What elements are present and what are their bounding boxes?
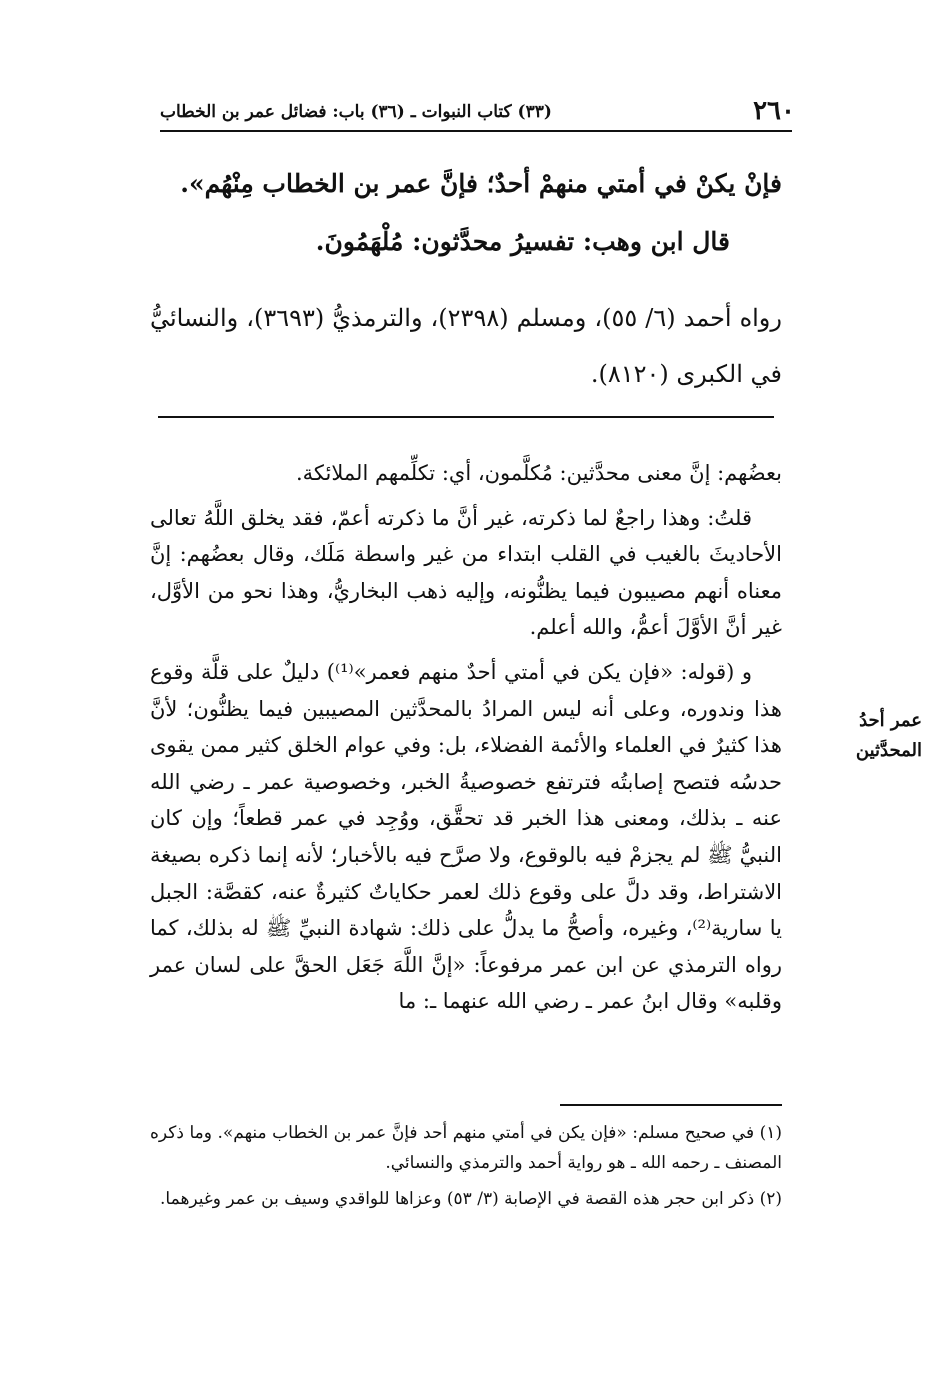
running-title: (٣٣) كتاب النبوات ـ (٣٦) باب: فضائل عمر بن الخطاب bbox=[160, 102, 552, 122]
footnote: (١) في صحيح مسلم: «فإن يكن في أمتي منهم أحد فإنَّ عمر بن الخطاب منهم». وما ذكره المصنف ـ رحمه الله ـ هو رواية أحمد والترمذي والنسائي. bbox=[150, 1123, 782, 1173]
commentary-paragraph: قلتُ: وهذا راجعٌ لما ذكرته، غير أنَّ ما ذكرته أعمّ، فقد يخلق اللَّهُ تعالى الأحاديثَ بالغيب في القلب ابتداء من غير واسطة مَلَك، وقال بعضُهم: إنَّ معناه أنهم مصيبون فيما يظنُّونه، وإليه ذهب البخاريُّ، وهذا نحو من الأوَّل، غير أنَّ الأوَّلَ أعمُّ، والله أعلم. bbox=[150, 505, 782, 640]
footnotes-block bbox=[150, 1118, 782, 1220]
header-rule bbox=[160, 130, 792, 132]
commentary-paragraph: بعضُهم: إنَّ معنى محدَّثين: مُكلَّمون، أي: تكلِّمهم الملائكة. bbox=[296, 461, 782, 485]
section-separator-rule bbox=[158, 416, 774, 418]
footnote-rule bbox=[560, 1104, 782, 1106]
commentary-block bbox=[150, 455, 782, 1028]
hadith-matn-line: فإنْ يكنْ في أمتي منهمْ أحدٌ؛ فإنَّ عمر بن الخطاب مِنْهُم». bbox=[180, 169, 782, 198]
commentary-paragraph: و (قوله: «فإن يكن في أمتي أحدٌ منهم فعمر»⁽¹⁾) دليلٌ على قلَّة وقوع هذا وندوره، وعلى أنه ليس المرادُ بالمحدَّثين المصيبين فيما يظنُّون؛ لأنَّ هذا كثيرٌ في العلماء والأئمة الفضلاء، بل: وفي عوام الخلق كثير ممن يقوى حدسُه فتصح إصابتُه فترتفع خصوصيةُ الخبر، وخصوصية عمر ـ رضي الله عنه ـ بذلك، ومعنى هذا الخبر قد تحقَّق، ووُجِد في عمر قطعاً؛ وإن كان النبيُّ ﷺ لم يجزمْ فيه بالوقوع، ولا صرَّح فيه بالأخبار؛ لأنه إنما ذكره بصيغة الاشتراط، وقد دلَّ على وقوع ذلك لعمر حكاياتٌ كثيرةٌ عنه، كقصَّة: الجبل يا سارية⁽²⁾، وغيره، وأصحُّ ما يدلُّ على ذلك: شهادة النبيِّ ﷺ له بذلك، كما رواه الترمذي عن ابن عمر مرفوعاً: «إنَّ اللَّهَ جَعَل الحقَّ على لسان عمر وقلبه» وقال ابنُ عمر ـ رضي الله عنهما ـ: ما bbox=[150, 659, 782, 1014]
footnote: (٢) ذكر ابن حجر هذه القصة في الإصابة (٣/ ٥٣) وعزاها للواقدي وسيف بن عمر وغيرهما. bbox=[160, 1189, 782, 1209]
margin-heading-line: عمر أحدُ bbox=[859, 710, 922, 731]
page-number: ٢٦٠ bbox=[753, 96, 795, 126]
margin-heading-line: المحدَّثين bbox=[855, 740, 922, 761]
margin-heading bbox=[812, 706, 922, 766]
hadith-ibn-wahb-line: قال ابن وهب: تفسيرُ محدَّثون: مُلْهَمُونَ. bbox=[315, 227, 730, 256]
hadith-takhrij: رواه أحمد (٦/ ٥٥)، ومسلم (٢٣٩٨)، والترمذيُّ (٣٦٩٣)، والنسائيُّ في الكبرى (٨١٢٠). bbox=[150, 304, 782, 388]
